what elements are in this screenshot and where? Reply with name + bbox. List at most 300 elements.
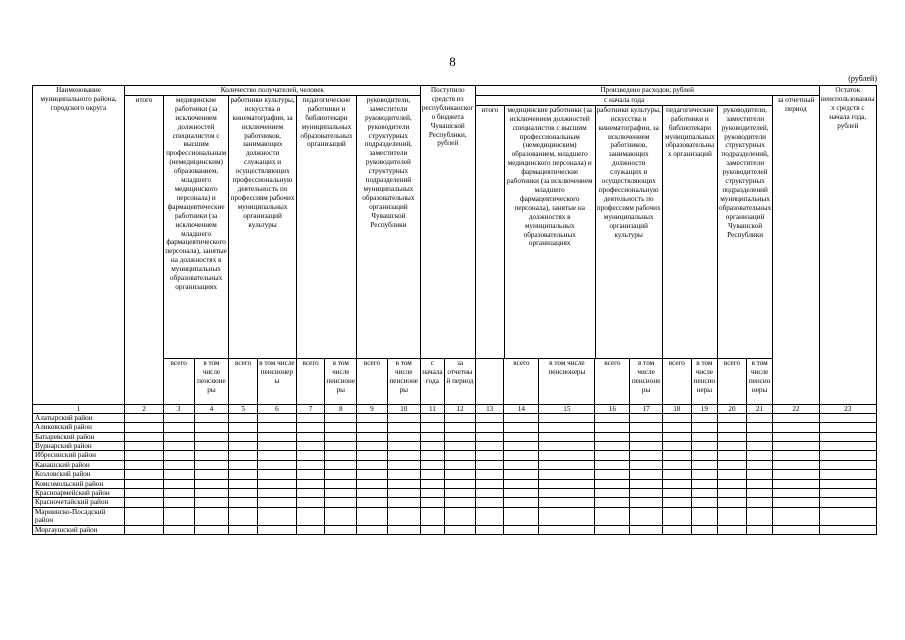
column-numbers-row: [33, 404, 877, 413]
table-cell: [475, 525, 504, 534]
sub-all: всего: [718, 358, 747, 404]
table-cell: [445, 413, 476, 422]
table-cell: [229, 460, 258, 469]
table-cell: [819, 507, 876, 525]
sub-incl-pension: в том числе пенсионеры: [325, 358, 357, 404]
table-cell: [420, 442, 445, 451]
table-cell: [819, 498, 876, 507]
table-cell: [746, 470, 773, 479]
table-cell: [257, 470, 296, 479]
table-cell: [539, 498, 595, 507]
since-year-subheaders: [476, 106, 773, 358]
header-medical: медицинские работники (за исключением должностей специалистов с высшим профессиональным (немедицинским) образованием, младшего медицинского персонала) и фармацевтические работники (за исключением младшего фармацевтического персонала), занятые на должностях в муниципальных образовательных организациях: [163, 95, 228, 358]
column-number: 10: [387, 404, 420, 413]
table-cell: [325, 413, 357, 422]
table-cell: [125, 525, 164, 534]
table-cell: [718, 479, 747, 488]
table-cell: [163, 525, 194, 534]
table-cell: [691, 413, 718, 422]
column-number: 17: [630, 404, 663, 413]
table-cell: [229, 498, 258, 507]
sub-all: всего: [504, 358, 539, 404]
sub-all: всего: [229, 358, 258, 404]
table-cell: [229, 451, 258, 460]
row-name: Комсомольский район: [33, 479, 125, 488]
table-cell: [630, 432, 663, 441]
table-cell: [595, 451, 630, 460]
table-cell: [420, 451, 445, 460]
table-cell: [539, 432, 595, 441]
table-cell: [595, 432, 630, 441]
column-number: 18: [662, 404, 691, 413]
table-cell: [163, 470, 194, 479]
table-cell: [387, 451, 420, 460]
table-cell: [819, 489, 876, 498]
table-cell: [296, 442, 325, 451]
sub-incl-pension: в том числе пенсионеры: [630, 358, 663, 404]
table-cell: [257, 525, 296, 534]
table-cell: [746, 451, 773, 460]
table-row: [33, 423, 877, 432]
table-cell: [504, 413, 539, 422]
table-cell: [819, 525, 876, 534]
table-cell: [475, 413, 504, 422]
table-cell: [504, 479, 539, 488]
column-number: 19: [691, 404, 718, 413]
table-cell: [163, 479, 194, 488]
column-number: 12: [445, 404, 476, 413]
header-total: итого: [125, 95, 164, 404]
table-cell: [357, 507, 388, 525]
table-cell: [257, 423, 296, 432]
sub-all: всего: [163, 358, 194, 404]
header-heads-exp: руководители, заместители руководителей, руководители структурных подразделений, заместители руководителей структурных подразделений муниципальных образовательных организаций Чувашской Республики: [719, 105, 772, 239]
table-cell: [357, 498, 388, 507]
table-cell: [125, 479, 164, 488]
table-cell: [296, 470, 325, 479]
table-row: [33, 507, 877, 525]
table-cell: [504, 423, 539, 432]
table-cell: [662, 470, 691, 479]
table-cell: [539, 423, 595, 432]
table-cell: [662, 479, 691, 488]
table-cell: [691, 423, 718, 432]
table-cell: [194, 489, 229, 498]
table-cell: [445, 470, 476, 479]
table-cell: [662, 432, 691, 441]
table-cell: [357, 413, 388, 422]
table-cell: [163, 489, 194, 498]
table-cell: [630, 413, 663, 422]
column-number: 2: [125, 404, 164, 413]
table-cell: [163, 507, 194, 525]
table-cell: [539, 451, 595, 460]
table-cell: [194, 460, 229, 469]
table-cell: [773, 460, 819, 469]
table-cell: [296, 525, 325, 534]
row-name: Ибресинский район: [33, 451, 125, 460]
table-cell: [746, 498, 773, 507]
header-name-col: Наименование муниципального района, городского округа: [33, 86, 125, 405]
table-cell: [229, 413, 258, 422]
report-table: [32, 85, 877, 535]
table-cell: [718, 451, 747, 460]
table-cell: [691, 470, 718, 479]
table-cell: [387, 525, 420, 534]
column-number: 23: [819, 404, 876, 413]
table-cell: [630, 470, 663, 479]
table-cell: [718, 423, 747, 432]
column-number: 16: [595, 404, 630, 413]
column-number: 11: [420, 404, 445, 413]
table-cell: [662, 498, 691, 507]
row-name: Козловский район: [33, 470, 125, 479]
table-cell: [194, 442, 229, 451]
table-cell: [194, 507, 229, 525]
table-row: [33, 470, 877, 479]
table-cell: [325, 498, 357, 507]
table-cell: [746, 423, 773, 432]
table-cell: [691, 489, 718, 498]
table-cell: [257, 460, 296, 469]
sub-incl-pension: в том числе пенсионеры: [539, 358, 595, 404]
table-cell: [746, 413, 773, 422]
table-cell: [296, 432, 325, 441]
table-cell: [595, 470, 630, 479]
table-cell: [163, 442, 194, 451]
table-cell: [296, 507, 325, 525]
table-cell: [125, 460, 164, 469]
header-expenses-group: Произведено расходов, рублей: [475, 86, 819, 96]
table-cell: [125, 432, 164, 441]
table-cell: [718, 413, 747, 422]
table-cell: [662, 413, 691, 422]
table-cell: [662, 423, 691, 432]
column-number: 14: [504, 404, 539, 413]
sub-all: всего: [296, 358, 325, 404]
column-number: 1: [33, 404, 125, 413]
column-number: 15: [539, 404, 595, 413]
table-cell: [773, 489, 819, 498]
column-number: 4: [194, 404, 229, 413]
table-cell: [746, 460, 773, 469]
row-name: Моргаушский район: [33, 525, 125, 534]
table-cell: [229, 470, 258, 479]
table-cell: [746, 432, 773, 441]
table-cell: [163, 451, 194, 460]
table-row: [33, 498, 877, 507]
table-cell: [773, 451, 819, 460]
table-cell: [718, 470, 747, 479]
sub-all: всего: [662, 358, 691, 404]
table-cell: [691, 460, 718, 469]
table-cell: [773, 423, 819, 432]
table-cell: [163, 423, 194, 432]
sub-all: всего: [357, 358, 388, 404]
table-cell: [662, 460, 691, 469]
table-cell: [420, 470, 445, 479]
row-name: Красноармейский район: [33, 489, 125, 498]
table-cell: [475, 451, 504, 460]
table-cell: [257, 442, 296, 451]
table-cell: [691, 432, 718, 441]
header-heads: руководители, заместители руководителей, руководители структурных подразделений, заместители руководителей структурных подразделений муниципальных образовательных организаций Чувашской Республики: [357, 95, 421, 358]
table-cell: [691, 498, 718, 507]
table-cell: [630, 442, 663, 451]
header-teachers-exp: педагогические работники и библиотекари муниципальных образовательных организаций: [662, 106, 717, 358]
table-cell: [662, 507, 691, 525]
table-cell: [539, 489, 595, 498]
table-cell: [296, 479, 325, 488]
sub-incl-pension: в том числе пенсионеры: [387, 358, 420, 404]
table-cell: [691, 442, 718, 451]
table-cell: [475, 479, 504, 488]
table-cell: [445, 442, 476, 451]
table-cell: [630, 498, 663, 507]
table-cell: [691, 451, 718, 460]
table-cell: [630, 451, 663, 460]
row-name: Батыревский район: [33, 432, 125, 441]
table-row: [33, 432, 877, 441]
header-recipients-group: Количество получателей, человек: [125, 86, 421, 96]
table-cell: [194, 525, 229, 534]
table-cell: [229, 507, 258, 525]
column-number: 21: [746, 404, 773, 413]
table-cell: [746, 442, 773, 451]
table-cell: [357, 525, 388, 534]
table-cell: [539, 413, 595, 422]
table-cell: [595, 460, 630, 469]
table-cell: [475, 460, 504, 469]
table-cell: [475, 423, 504, 432]
table-cell: [325, 507, 357, 525]
table-cell: [819, 470, 876, 479]
table-cell: [475, 432, 504, 441]
table-cell: [595, 507, 630, 525]
table-cell: [387, 479, 420, 488]
sub-incl-pension: в том числе пенсионеры: [257, 358, 296, 404]
table-cell: [420, 423, 445, 432]
table-cell: [539, 470, 595, 479]
table-cell: [325, 451, 357, 460]
table-cell: [746, 479, 773, 488]
column-number: 5: [229, 404, 258, 413]
table-cell: [125, 451, 164, 460]
table-cell: [387, 470, 420, 479]
table-cell: [420, 498, 445, 507]
table-cell: [773, 470, 819, 479]
table-cell: [229, 423, 258, 432]
table-cell: [504, 489, 539, 498]
table-cell: [387, 507, 420, 525]
table-cell: [325, 442, 357, 451]
table-cell: [718, 498, 747, 507]
table-cell: [746, 507, 773, 525]
table-cell: [539, 525, 595, 534]
table-cell: [325, 460, 357, 469]
header-row-1: [33, 86, 877, 96]
table-body: [33, 413, 877, 534]
row-name: Канашский район: [33, 460, 125, 469]
table-cell: [595, 525, 630, 534]
header-teachers: педагогические работники и библиотекари муниципальных образовательных организаций: [296, 95, 356, 358]
table-cell: [475, 498, 504, 507]
table-cell: [229, 525, 258, 534]
table-cell: [718, 525, 747, 534]
table-cell: [539, 460, 595, 469]
table-cell: [357, 442, 388, 451]
table-cell: [296, 498, 325, 507]
table-cell: [387, 432, 420, 441]
table-cell: [325, 423, 357, 432]
table-cell: [773, 413, 819, 422]
table-cell: [773, 432, 819, 441]
table-cell: [387, 460, 420, 469]
table-cell: [691, 507, 718, 525]
header-total-exp: итого: [476, 106, 505, 358]
table-cell: [296, 451, 325, 460]
table-cell: [420, 489, 445, 498]
table-cell: [257, 413, 296, 422]
sub-from-year-start: с начала года: [420, 358, 445, 404]
table-cell: [445, 451, 476, 460]
row-name: Аликовский район: [33, 423, 125, 432]
table-row: [33, 460, 877, 469]
table-cell: [773, 442, 819, 451]
table-cell: [595, 498, 630, 507]
table-cell: [296, 489, 325, 498]
table-cell: [325, 432, 357, 441]
table-cell: [819, 413, 876, 422]
table-cell: [194, 432, 229, 441]
header-received-col: Поступило средств из республиканского бюджета Чувашской Республики, рублей: [420, 86, 475, 359]
table-cell: [357, 470, 388, 479]
table-cell: [357, 451, 388, 460]
table-cell: [387, 498, 420, 507]
table-cell: [539, 507, 595, 525]
row-name: Мариинско-Посадский район: [33, 507, 125, 525]
table-cell: [163, 460, 194, 469]
table-cell: [194, 479, 229, 488]
table-cell: [662, 442, 691, 451]
column-number: 8: [325, 404, 357, 413]
column-number: 13: [475, 404, 504, 413]
column-number: 3: [163, 404, 194, 413]
table-cell: [595, 489, 630, 498]
header-since-year-label: с начала года: [476, 96, 773, 106]
table-cell: [445, 507, 476, 525]
table-cell: [504, 507, 539, 525]
table-cell: [595, 413, 630, 422]
table-cell: [595, 423, 630, 432]
table-cell: [296, 460, 325, 469]
table-cell: [475, 442, 504, 451]
table-cell: [194, 470, 229, 479]
table-cell: [325, 479, 357, 488]
table-cell: [445, 460, 476, 469]
table-cell: [163, 413, 194, 422]
column-number: 7: [296, 404, 325, 413]
table-cell: [357, 423, 388, 432]
table-cell: [125, 423, 164, 432]
table-cell: [357, 479, 388, 488]
table-row: [33, 489, 877, 498]
table-cell: [504, 442, 539, 451]
table-cell: [819, 442, 876, 451]
table-cell: [630, 489, 663, 498]
table-cell: [387, 423, 420, 432]
table-cell: [819, 432, 876, 441]
table-cell: [296, 423, 325, 432]
table-cell: [504, 451, 539, 460]
table-row: [33, 525, 877, 534]
table-row: [33, 442, 877, 451]
table-cell: [819, 451, 876, 460]
table-cell: [296, 413, 325, 422]
table-cell: [387, 489, 420, 498]
table-cell: [718, 442, 747, 451]
table-cell: [662, 451, 691, 460]
table-cell: [475, 489, 504, 498]
table-cell: [819, 423, 876, 432]
table-cell: [445, 479, 476, 488]
table-cell: [257, 479, 296, 488]
table-cell: [420, 507, 445, 525]
table-cell: [357, 489, 388, 498]
table-cell: [420, 525, 445, 534]
table-cell: [420, 432, 445, 441]
sub-for-reporting: за отчетный период: [445, 358, 476, 404]
table-cell: [163, 498, 194, 507]
table-cell: [194, 413, 229, 422]
column-number: 22: [773, 404, 819, 413]
table-cell: [229, 442, 258, 451]
table-cell: [718, 432, 747, 441]
table-cell: [194, 451, 229, 460]
header-since-year: [475, 95, 773, 358]
table-cell: [718, 507, 747, 525]
table-cell: [229, 479, 258, 488]
table-cell: [630, 460, 663, 469]
table-cell: [194, 498, 229, 507]
table-cell: [504, 432, 539, 441]
table-cell: [746, 489, 773, 498]
table-cell: [125, 498, 164, 507]
sub-incl-pension: в том числе пенсионеры: [194, 358, 229, 404]
table-cell: [539, 442, 595, 451]
table-cell: [718, 460, 747, 469]
table-cell: [475, 507, 504, 525]
table-cell: [125, 413, 164, 422]
table-cell: [420, 413, 445, 422]
table-cell: [630, 423, 663, 432]
table-cell: [662, 525, 691, 534]
column-number: 20: [718, 404, 747, 413]
table-cell: [229, 432, 258, 441]
table-cell: [595, 479, 630, 488]
units-label: (рублей): [848, 74, 877, 83]
table-cell: [691, 525, 718, 534]
table-cell: [229, 489, 258, 498]
table-cell: [662, 489, 691, 498]
row-name: Вурнарский район: [33, 442, 125, 451]
table-cell: [504, 525, 539, 534]
column-number: 9: [357, 404, 388, 413]
table-cell: [691, 479, 718, 488]
table-cell: [504, 470, 539, 479]
table-cell: [125, 442, 164, 451]
header-medical-exp: медицинские работники (за исключением должностей специалистов с высшим профессиональным (немедицинским) образованием, младшего медицинского персонала) и фармацевтические работники (за исключением младшего фармацевтического персонала), занятые на должностях в муниципальных образовательных организациях: [504, 106, 595, 358]
